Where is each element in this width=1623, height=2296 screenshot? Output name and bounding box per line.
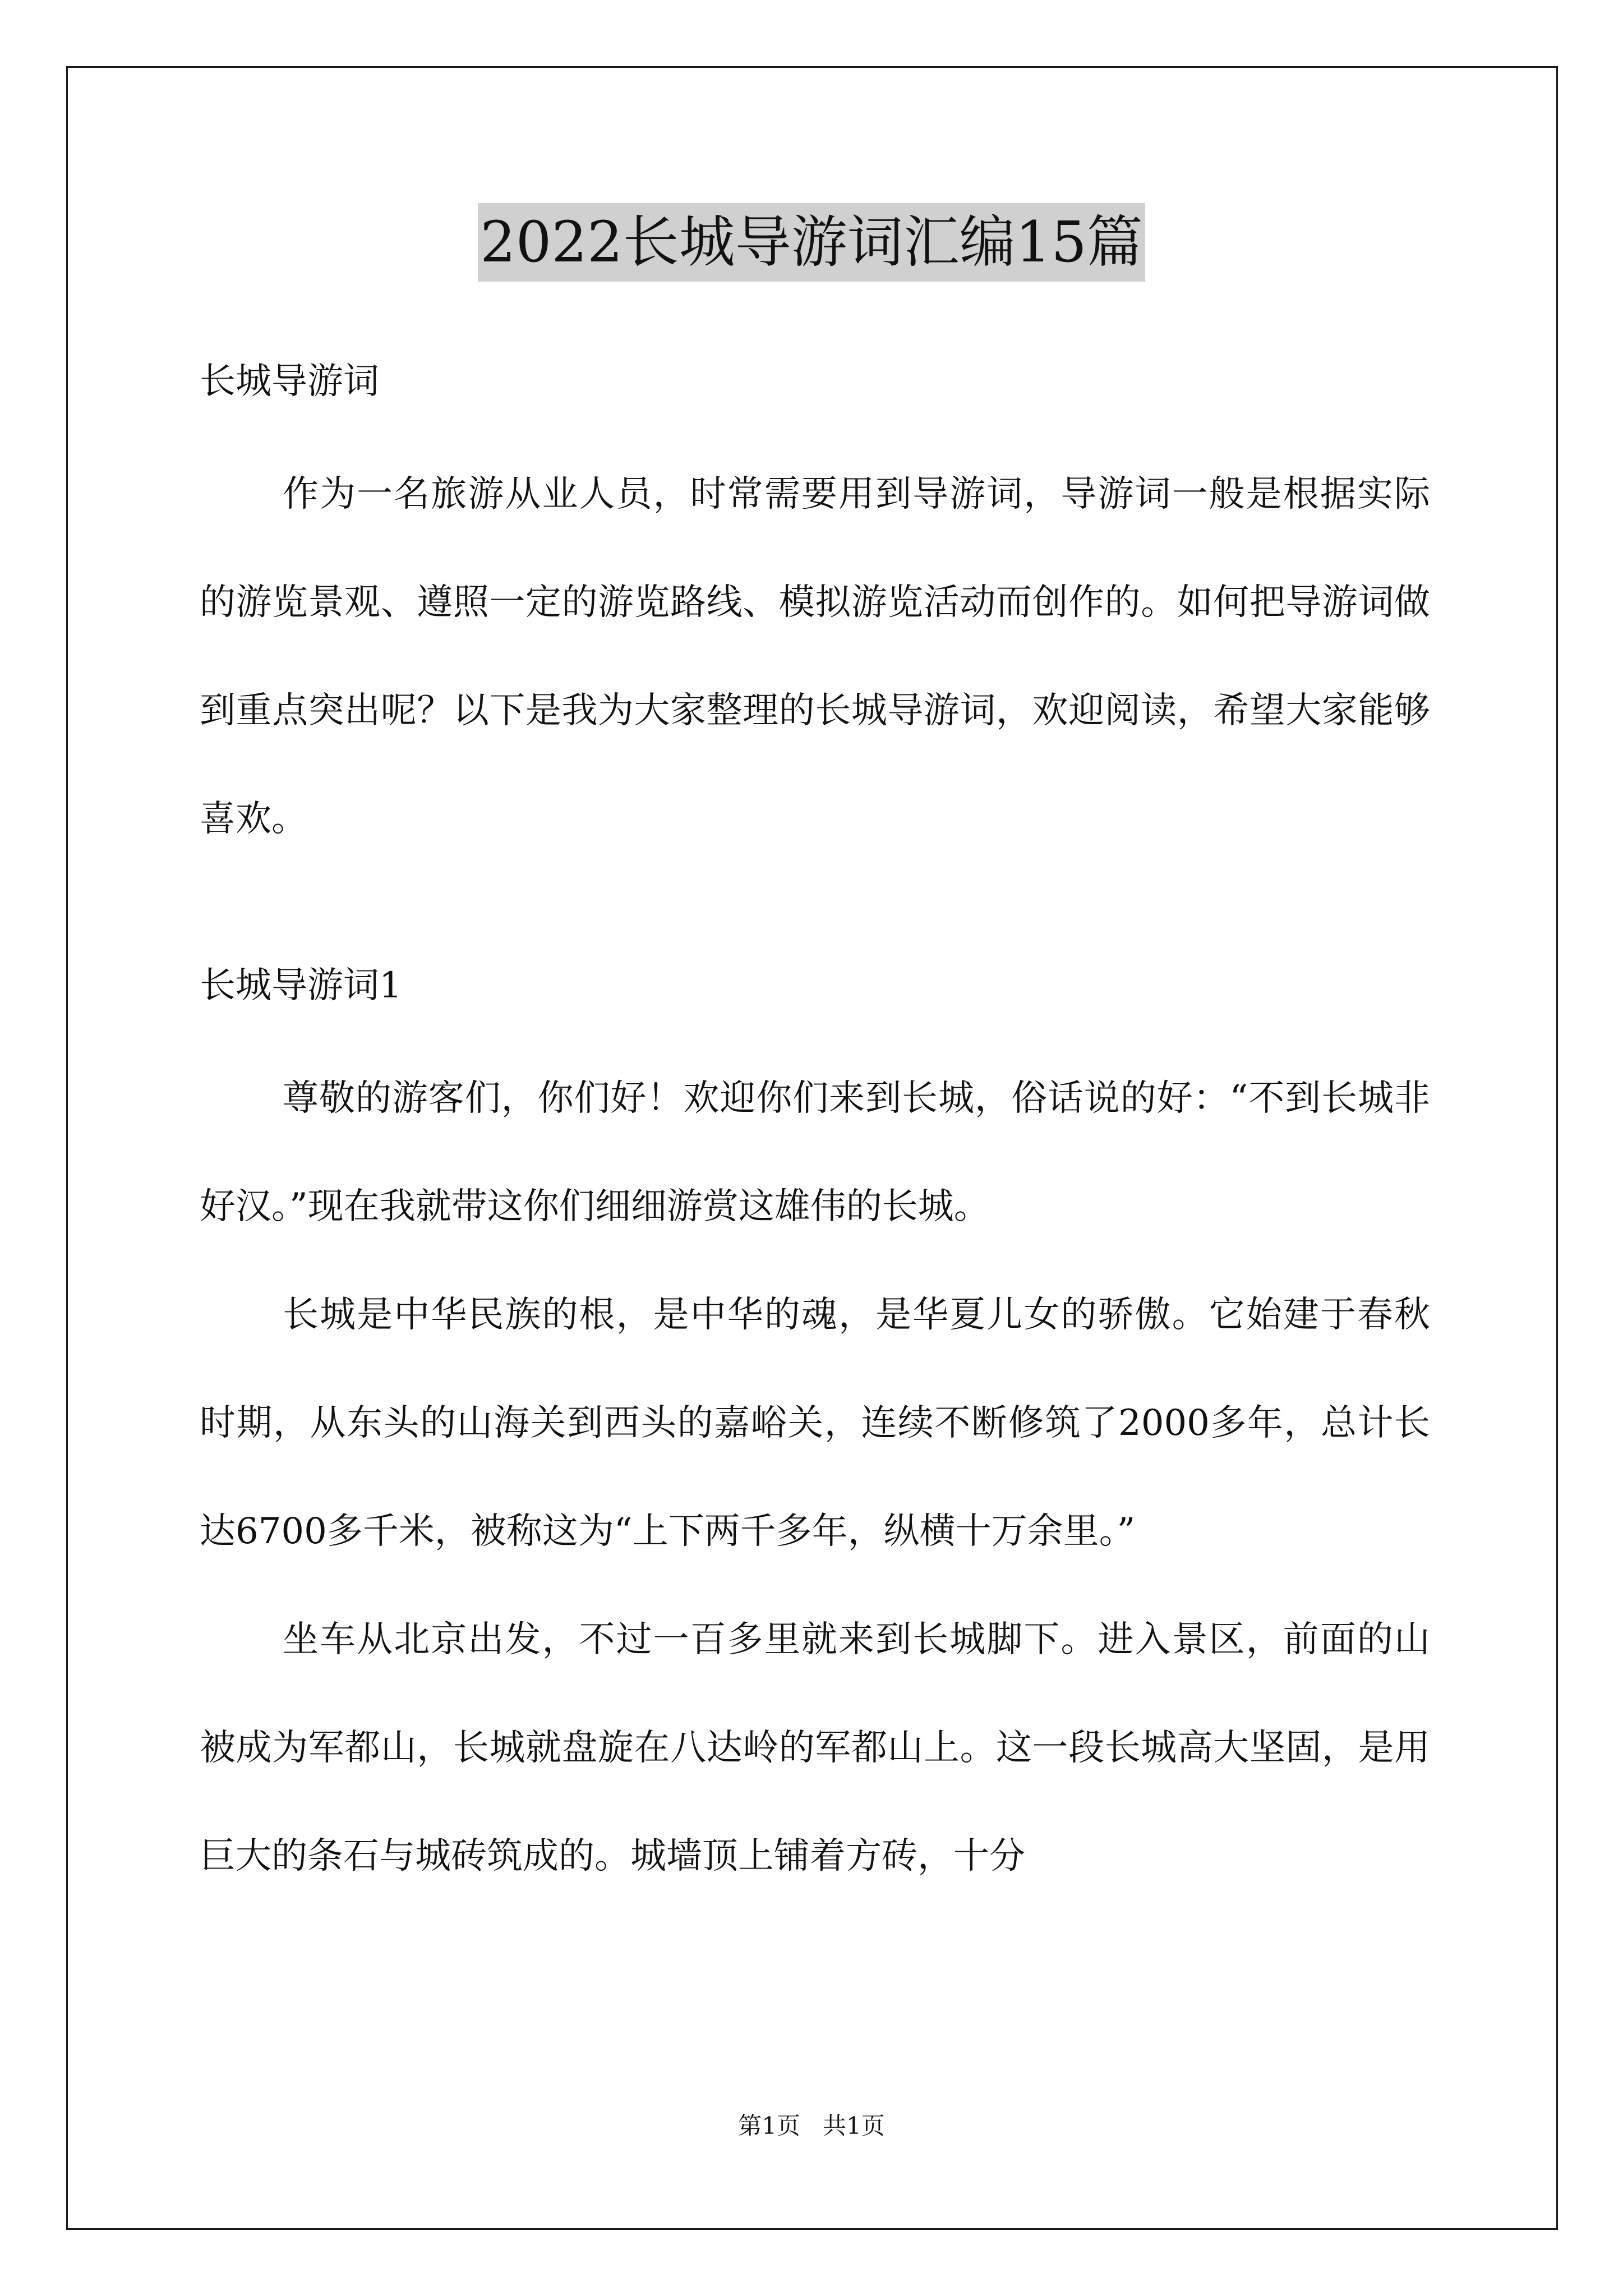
document-title: 2022长城导游词汇编15篇 xyxy=(478,203,1145,282)
article-heading: 长城导游词1 xyxy=(200,965,402,1006)
spacer xyxy=(200,873,1430,949)
intro-paragraph: 作为一名旅游从业人员，时常需要用到导游词，导游词一般是根据实际的游览景观、遵照一定的游览路线、模拟游览活动而创作的。如何把导游词做到重点突出呢？以下是我为大家整理的长城导游词，欢迎阅读，希望大家能够喜欢。 xyxy=(200,473,1430,840)
body-paragraph: 长城是中华民族的根，是中华的魂，是华夏儿女的骄傲。它始建于春秋时期，从东头的山海关到西头的嘉峪关，连续不断修筑了2000多年，总计长达6700多千米，被称这为“上下两千多年，纵横十万余里。” xyxy=(200,1294,1430,1552)
title-container xyxy=(0,203,1623,282)
page-footer xyxy=(0,2109,1623,2143)
document-body xyxy=(200,345,1430,1911)
body-paragraph: 尊敬的游客们，你们好！欢迎你们来到长城，俗话说的好：“不到长城非好汉。”现在我就带这你们细细游赏这雄伟的长城。 xyxy=(200,1078,1430,1227)
page-total: 共1页 xyxy=(823,2112,885,2139)
page-number: 第1页 xyxy=(738,2112,800,2139)
body-paragraph: 坐车从北京出发，不过一百多里就来到长城脚下。进入景区，前面的山被成为军都山，长城就盘旋在八达岭的军都山上。这一段长城高大坚固，是用巨大的条石与城砖筑成的。城墙顶上铺着方砖，十分 xyxy=(200,1619,1430,1877)
section-heading: 长城导游词 xyxy=(200,361,379,402)
